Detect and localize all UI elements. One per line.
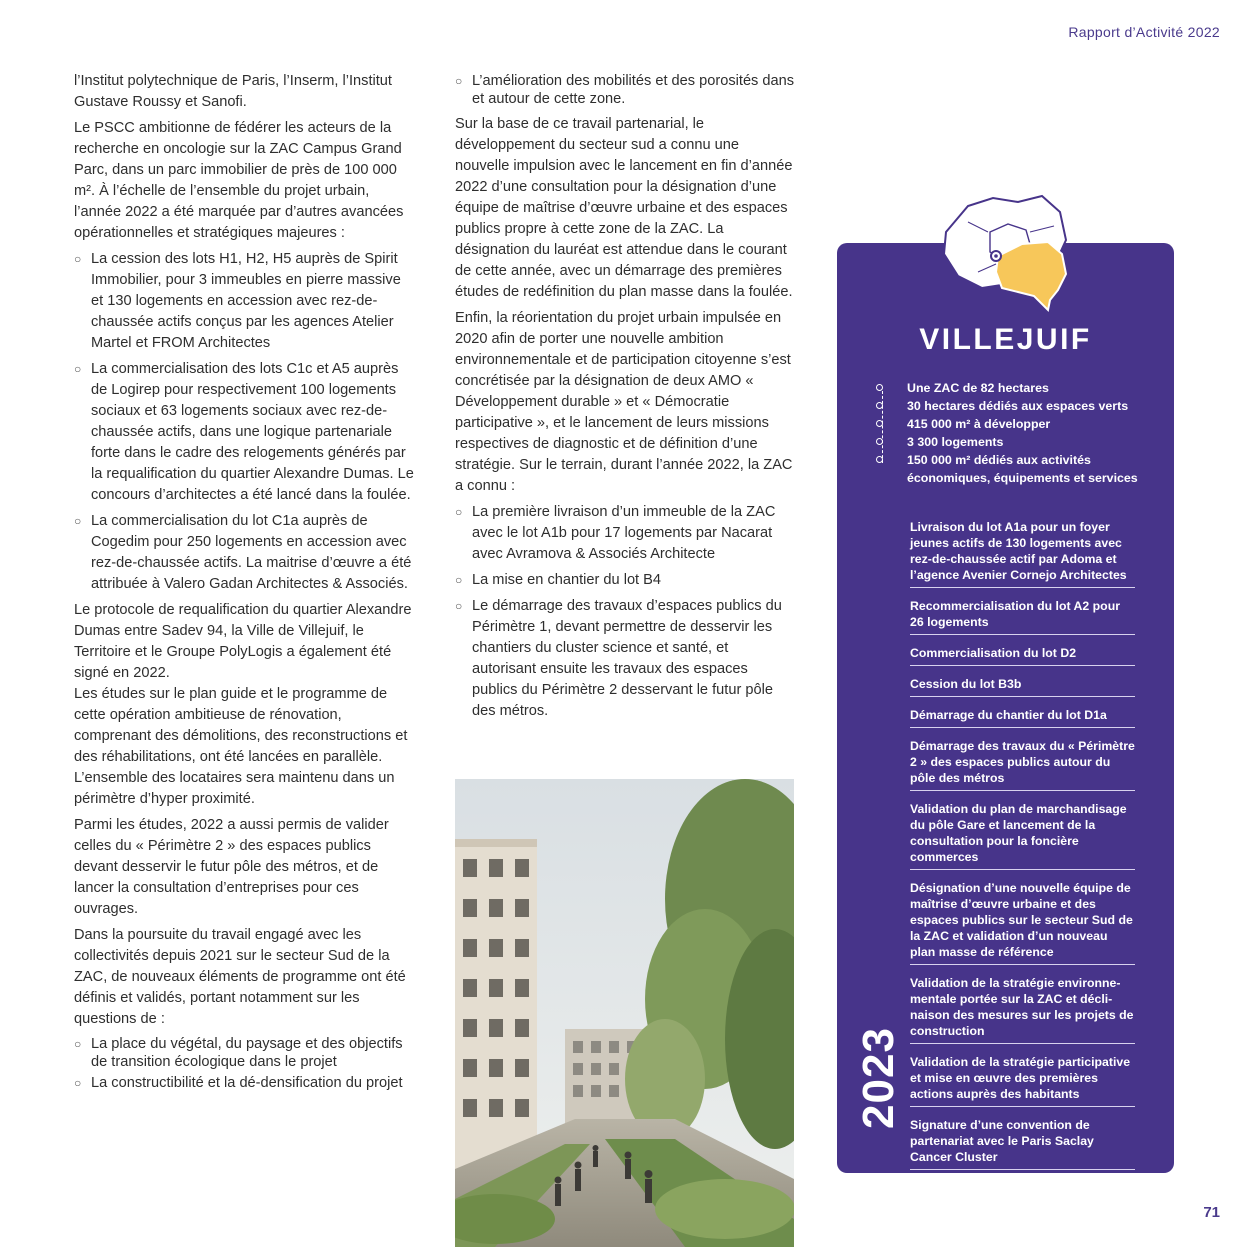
- department-map-icon: [938, 192, 1072, 314]
- paragraph: Sur la base de ce travail partenarial, le développement du secteur sud a connu une nouvelle impulsion avec le lancement en fin d’année 2022 d’une consultation pour la désignation d’une équipe de maîtrise d’œuvre urbaine et des espaces publics propre à cette zone de la ZAC. La désignation du lauréat est attendue dans le courant de cette année, avec un démarrage des premières études de redéfinition du plan masse dans la foulée.: [455, 116, 793, 300]
- milestone-item: Recommercialisation du lot A2 pour 26 logements: [910, 598, 1135, 635]
- report-title: Rapport d’Activité 2022: [1068, 24, 1220, 40]
- list-item: ○ La constructibilité et la dé-densification du projet: [74, 1075, 403, 1091]
- paragraph: Le PSCC ambitionne de fédérer les acteurs de la recherche en oncologie sur la ZAC Campus Grand Parc, dans un parc immobilier de près de 100 000 m². À l’échelle de l’ensemble du projet urbain, l’année 2022 a été marquée par d’autres avancées opérationnelles et stratégiques majeures :: [74, 120, 404, 241]
- key-figure: Une ZAC de 82 hectares: [873, 379, 1163, 397]
- list-item: ○ La première livraison d’un immeuble de la ZAC avec le lot A1b pour 17 logements par Nacarat avec Avramova & Associés Architecte: [455, 504, 776, 562]
- paragraph: l’Institut polytechnique de Paris, l’Inserm, l’Institut Gustave Roussy et Sanofi.: [74, 73, 392, 110]
- milestone-item: Démarrage du chantier du lot D1a: [910, 707, 1135, 728]
- list-item: ○ La commercialisation du lot C1a auprès de Cogedim pour 250 logements en accession avec rez-de-chaussée actifs. La maitrise d’œuvre a été attribuée à Valero Gadan Architectes & Associés.: [74, 513, 412, 592]
- project-rendering-image: [455, 779, 794, 1247]
- text-column-left: [74, 71, 414, 1095]
- milestone-item: Signature d’une convention de partenariat avec le Paris Saclay Cancer Cluster: [910, 1117, 1135, 1170]
- milestone-item: Validation de la stratégie participative et mise en œuvre des premières actions auprès des habitants: [910, 1054, 1135, 1107]
- bullet-list: [455, 72, 795, 108]
- list-item: ○ La place du végétal, du paysage et des objectifs de transition écologique dans le projet: [74, 1036, 403, 1070]
- bullet-list: [74, 1035, 414, 1092]
- paragraph: Dans la poursuite du travail engagé avec les collectivités depuis 2021 sur le secteur Sud de la ZAC, de nouveaux éléments de programme ont été définis et validés, portant notamment sur les questions de :: [74, 927, 406, 1027]
- key-figure: 415 000 m² à développer: [873, 415, 1163, 433]
- paragraph: Le protocole de requalification du quartier Alexandre Dumas entre Sadev 94, la Ville de Villejuif, le Territoire et le Groupe PolyLogis a également été signé en 2022.: [74, 602, 412, 681]
- text-column-right: [455, 72, 795, 727]
- page-number: 71: [1203, 1204, 1220, 1221]
- key-figure: 150 000 m² dédiés aux activités économiques, équipements et services: [873, 451, 1163, 487]
- milestone-item: Cession du lot B3b: [910, 676, 1135, 697]
- milestone-item: Démarrage des travaux du « Périmètre 2 » des espaces publics autour du pôle des métros: [910, 738, 1135, 791]
- circle-bullet-icon: [876, 438, 883, 445]
- list-item: ○ La commercialisation des lots C1c et A5 auprès de Logirep pour respectivement 100 logements sociaux et 63 logements sociaux avec rez-de-chaussée actifs, dans une logique partenariale forte dans le cadre des relogements générés par la requalification du quartier Alexandre Dumas. Le concours d’architectes a été lancé dans la foulée.: [74, 361, 414, 503]
- circle-bullet-icon: ○: [74, 514, 82, 528]
- milestone-item: Désignation d’une nouvelle équipe de maîtrise d’œuvre urbaine et des espaces publics sur le secteur Sud de la ZAC et validation d’un nouveau plan masse de référence: [910, 880, 1135, 965]
- paragraph: Les études sur le plan guide et le programme de cette opération ambitieuse de rénovation, comprenant des démolitions, des reconstructions et des réhabilitations, ont été lancées en parallèle. L’ensemble des locataires sera maintenu dans un périmètre d’hyper proximité.: [74, 686, 408, 807]
- city-summary-card: [837, 243, 1174, 1173]
- circle-bullet-icon: [876, 402, 883, 409]
- circle-bullet-icon: ○: [455, 505, 463, 519]
- key-figures: [873, 379, 1163, 487]
- list-item: ○ La cession des lots H1, H2, H5 auprès de Spirit Immobilier, pour 3 immeubles en pierre massive et 130 logements en accession avec rez-de-chaussée actifs conçus par les agences Atelier Martel et FROM Architectes: [74, 251, 401, 351]
- circle-bullet-icon: ○: [74, 362, 82, 376]
- circle-bullet-icon: ○: [74, 1037, 82, 1051]
- circle-bullet-icon: [876, 456, 883, 463]
- milestone-item: Validation de la stratégie environne-mentale portée sur la ZAC et décli-naison des mesures sur les projets de construction: [910, 975, 1135, 1044]
- milestones-list: [910, 519, 1135, 1180]
- list-item: ○ L’amélioration des mobilités et des porosités dans et autour de cette zone.: [455, 73, 795, 107]
- milestone-item: Validation du plan de marchandisage du pôle Gare et lancement de la consultation pour la foncière commerces: [910, 801, 1135, 870]
- circle-bullet-icon: ○: [455, 74, 463, 88]
- milestone-item: Livraison du lot A1a pour un foyer jeunes actifs de 130 logements avec rez-de-chaussée actif par Adoma et l’agence Avenier Cornejo Architectes: [910, 519, 1135, 588]
- city-title: VILLEJUIF: [919, 323, 1092, 356]
- circle-bullet-icon: ○: [455, 599, 463, 613]
- list-item: ○ La mise en chantier du lot B4: [455, 570, 795, 591]
- year-label: 2023: [854, 1027, 903, 1129]
- circle-bullet-icon: [876, 384, 883, 391]
- circle-bullet-icon: ○: [74, 252, 82, 266]
- paragraph: Parmi les études, 2022 a aussi permis de valider celles du « Périmètre 2 » des espaces publics devant desservir le futur pôle des métros, et de lancer la consultation d’entreprises pour ces ouvrages.: [74, 817, 389, 917]
- key-figure: 3 300 logements: [873, 433, 1163, 451]
- key-figure: 30 hectares dédiés aux espaces verts: [873, 397, 1163, 415]
- circle-bullet-icon: [876, 420, 883, 427]
- list-item: ○ Le démarrage des travaux d’espaces publics du Périmètre 1, devant permettre de desservir les chantiers du cluster science et santé, et autorisant ensuite les travaux des espaces publics du Périmètre 2 desservant le futur pôle des métros.: [455, 598, 782, 719]
- bullet-list: [455, 502, 795, 722]
- paragraph: Enfin, la réorientation du projet urbain impulsée en 2020 afin de porter une nouvelle ambition environnementale et de participation citoyenne s’est concrétisée par la désignation de deux AMO « Développement durable » et « Démocratie participative », et le lancement de leurs missions respectives de diagnostic et de définition d’une stratégie. Sur le terrain, durant l’année 2022, la ZAC a connu :: [455, 310, 793, 494]
- circle-bullet-icon: ○: [455, 573, 463, 587]
- bullet-list: [74, 249, 414, 595]
- milestone-item: Commercialisation du lot D2: [910, 645, 1135, 666]
- circle-bullet-icon: ○: [74, 1076, 82, 1090]
